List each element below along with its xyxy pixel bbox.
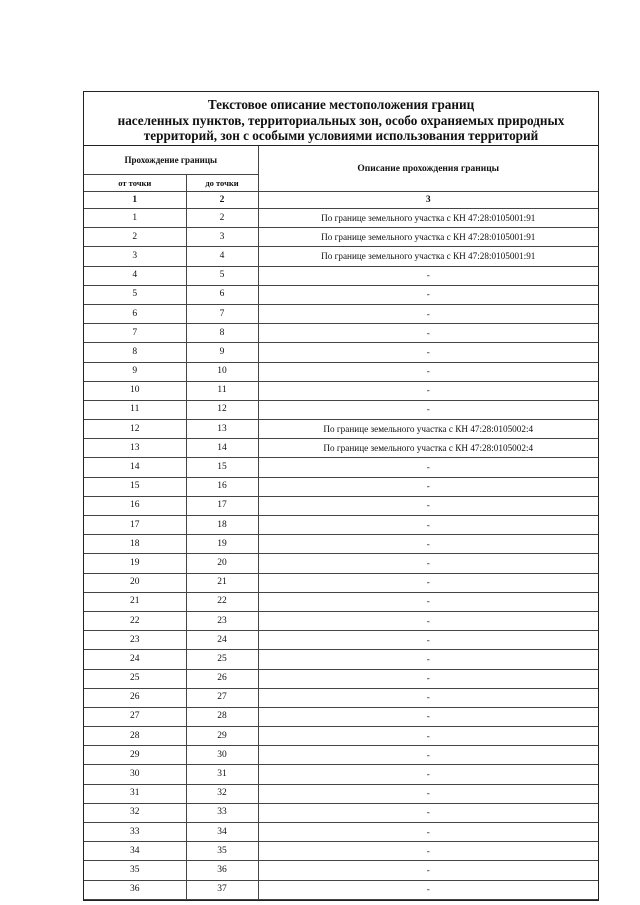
table-row — [84, 707, 598, 726]
to-point-cell: 32 — [186, 784, 258, 803]
from-point-cell: 17 — [84, 516, 186, 535]
table-row — [84, 669, 598, 688]
table-row — [84, 458, 598, 477]
table-row — [84, 304, 598, 323]
description-cell: - — [258, 343, 598, 362]
description-cell: По границе земельного участка с КН 47:28:0105001:91 — [258, 228, 598, 247]
to-point-cell: 31 — [186, 765, 258, 784]
table-row — [84, 554, 598, 573]
description-cell: - — [258, 631, 598, 650]
table-row — [84, 324, 598, 343]
table-row — [84, 209, 598, 228]
from-point-cell: 27 — [84, 707, 186, 726]
to-point-cell: 37 — [186, 880, 258, 899]
description-cell: - — [258, 458, 598, 477]
description-cell: - — [258, 496, 598, 515]
from-point-cell: 10 — [84, 381, 186, 400]
to-point-cell: 17 — [186, 496, 258, 515]
table-row — [84, 861, 598, 880]
to-point-cell: 27 — [186, 688, 258, 707]
description-cell: - — [258, 861, 598, 880]
to-point-cell: 30 — [186, 746, 258, 765]
to-point-cell: 9 — [186, 343, 258, 362]
description-cell: - — [258, 381, 598, 400]
from-point-cell: 14 — [84, 458, 186, 477]
column-number-3: 3 — [258, 192, 598, 209]
description-cell: - — [258, 516, 598, 535]
from-point-cell: 30 — [84, 765, 186, 784]
table-row — [84, 803, 598, 822]
from-point-cell: 9 — [84, 362, 186, 381]
to-point-cell: 29 — [186, 727, 258, 746]
from-point-cell: 25 — [84, 669, 186, 688]
to-point-cell: 16 — [186, 477, 258, 496]
table-row — [84, 477, 598, 496]
from-point-cell: 20 — [84, 573, 186, 592]
from-point-cell: 34 — [84, 842, 186, 861]
description-cell: - — [258, 803, 598, 822]
table-row — [84, 823, 598, 842]
description-cell: - — [258, 304, 598, 323]
to-point-cell: 25 — [186, 650, 258, 669]
from-point-cell: 24 — [84, 650, 186, 669]
description-cell: По границе земельного участка с КН 47:28:0105002:4 — [258, 420, 598, 439]
from-point-cell: 33 — [84, 823, 186, 842]
to-point-cell: 5 — [186, 266, 258, 285]
to-point-cell: 6 — [186, 285, 258, 304]
from-point-cell: 31 — [84, 784, 186, 803]
table-row — [84, 420, 598, 439]
description-cell: - — [258, 746, 598, 765]
from-point-cell: 23 — [84, 631, 186, 650]
from-point-cell: 8 — [84, 343, 186, 362]
table-row — [84, 573, 598, 592]
document-title — [84, 92, 598, 146]
boundary-description-document — [83, 91, 599, 901]
description-cell: - — [258, 285, 598, 304]
table-row — [84, 842, 598, 861]
table-row — [84, 650, 598, 669]
description-cell: - — [258, 266, 598, 285]
from-point-cell: 19 — [84, 554, 186, 573]
description-cell: По границе земельного участка с КН 47:28:0105001:91 — [258, 247, 598, 266]
to-point-cell: 14 — [186, 439, 258, 458]
table-row — [84, 592, 598, 611]
description-cell: - — [258, 554, 598, 573]
from-point-cell: 2 — [84, 228, 186, 247]
from-point-cell: 7 — [84, 324, 186, 343]
description-cell: - — [258, 611, 598, 630]
title-line-3: территорий, зон с особыми условиями использования территорий — [143, 128, 539, 143]
description-cell: - — [258, 727, 598, 746]
from-point-cell: 35 — [84, 861, 186, 880]
to-point-cell: 28 — [186, 707, 258, 726]
description-cell: - — [258, 573, 598, 592]
table-row — [84, 439, 598, 458]
to-point-cell: 10 — [186, 362, 258, 381]
from-point-cell: 1 — [84, 209, 186, 228]
table-row — [84, 784, 598, 803]
from-point-cell: 36 — [84, 880, 186, 899]
table-row — [84, 746, 598, 765]
from-point-cell: 29 — [84, 746, 186, 765]
to-point-cell: 18 — [186, 516, 258, 535]
description-cell: - — [258, 842, 598, 861]
table-row — [84, 611, 598, 630]
from-point-cell: 6 — [84, 304, 186, 323]
description-cell: - — [258, 477, 598, 496]
description-cell: - — [258, 400, 598, 419]
table-row — [84, 400, 598, 419]
table-body — [84, 209, 598, 900]
description-cell: - — [258, 880, 598, 899]
title-line-1: Текстовое описание местоположения границ — [207, 97, 475, 112]
table-row — [84, 285, 598, 304]
to-point-cell: 2 — [186, 209, 258, 228]
to-point-cell: 19 — [186, 535, 258, 554]
to-point-cell: 13 — [186, 420, 258, 439]
description-cell: - — [258, 707, 598, 726]
from-point-cell: 15 — [84, 477, 186, 496]
table-row — [84, 228, 598, 247]
table-row — [84, 362, 598, 381]
to-point-cell: 20 — [186, 554, 258, 573]
header-description: Описание прохождения границы — [258, 146, 598, 192]
table-row — [84, 247, 598, 266]
from-point-cell: 28 — [84, 727, 186, 746]
to-point-cell: 12 — [186, 400, 258, 419]
to-point-cell: 35 — [186, 842, 258, 861]
description-cell: По границе земельного участка с КН 47:28:0105002:4 — [258, 439, 598, 458]
description-cell: - — [258, 688, 598, 707]
from-point-cell: 16 — [84, 496, 186, 515]
from-point-cell: 11 — [84, 400, 186, 419]
table-row — [84, 496, 598, 515]
to-point-cell: 11 — [186, 381, 258, 400]
title-line-2: населенных пунктов, территориальных зон, особо охраняемых природных — [117, 112, 565, 128]
description-cell: По границе земельного участка с КН 47:28:0105001:91 — [258, 209, 598, 228]
table-row — [84, 880, 598, 899]
description-cell: - — [258, 324, 598, 343]
to-point-cell: 23 — [186, 611, 258, 630]
to-point-cell: 22 — [186, 592, 258, 611]
from-point-cell: 26 — [84, 688, 186, 707]
to-point-cell: 33 — [186, 803, 258, 822]
table-header — [84, 146, 598, 209]
to-point-cell: 3 — [186, 228, 258, 247]
to-point-cell: 15 — [186, 458, 258, 477]
table-row — [84, 631, 598, 650]
table-row — [84, 727, 598, 746]
header-from-point: от точки — [84, 175, 186, 192]
to-point-cell: 21 — [186, 573, 258, 592]
column-number-2: 2 — [186, 192, 258, 209]
from-point-cell: 12 — [84, 420, 186, 439]
header-to-point: до точки — [186, 175, 258, 192]
description-cell: - — [258, 535, 598, 554]
description-cell: - — [258, 592, 598, 611]
to-point-cell: 24 — [186, 631, 258, 650]
to-point-cell: 34 — [186, 823, 258, 842]
from-point-cell: 22 — [84, 611, 186, 630]
boundary-table — [84, 146, 598, 900]
column-number-1: 1 — [84, 192, 186, 209]
to-point-cell: 7 — [186, 304, 258, 323]
from-point-cell: 18 — [84, 535, 186, 554]
description-cell: - — [258, 362, 598, 381]
description-cell: - — [258, 765, 598, 784]
table-row — [84, 381, 598, 400]
description-cell: - — [258, 669, 598, 688]
description-cell: - — [258, 650, 598, 669]
to-point-cell: 26 — [186, 669, 258, 688]
description-cell: - — [258, 823, 598, 842]
table-row — [84, 343, 598, 362]
from-point-cell: 5 — [84, 285, 186, 304]
table-row — [84, 535, 598, 554]
from-point-cell: 21 — [84, 592, 186, 611]
header-boundary-passage: Прохождение границы — [84, 146, 258, 175]
table-row — [84, 688, 598, 707]
to-point-cell: 8 — [186, 324, 258, 343]
to-point-cell: 4 — [186, 247, 258, 266]
table-row — [84, 516, 598, 535]
from-point-cell: 13 — [84, 439, 186, 458]
table-row — [84, 266, 598, 285]
from-point-cell: 4 — [84, 266, 186, 285]
table-row — [84, 765, 598, 784]
from-point-cell: 3 — [84, 247, 186, 266]
to-point-cell: 36 — [186, 861, 258, 880]
from-point-cell: 32 — [84, 803, 186, 822]
description-cell: - — [258, 784, 598, 803]
